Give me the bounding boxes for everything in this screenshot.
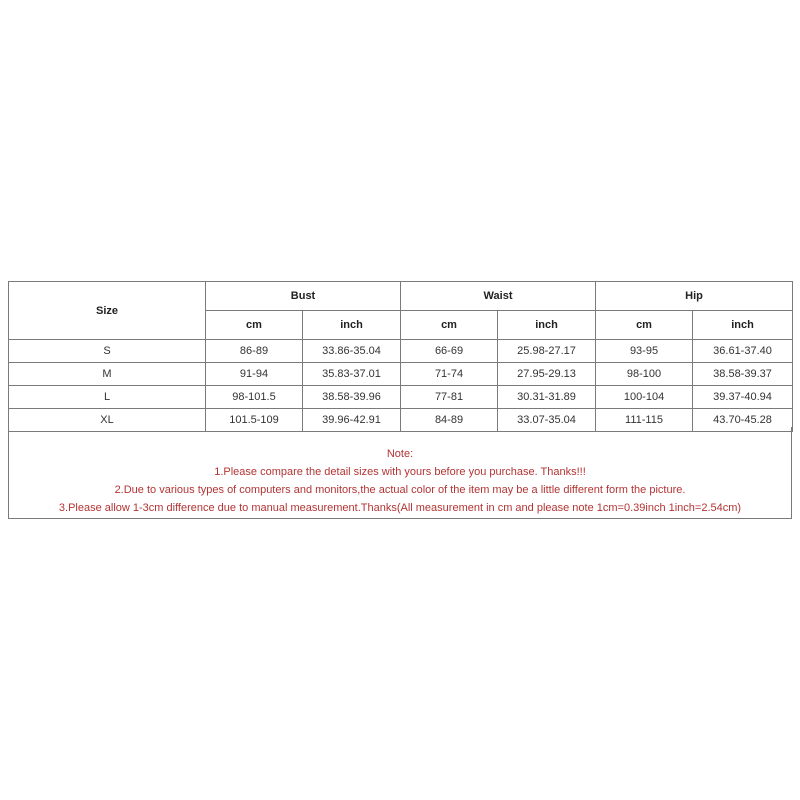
- note-line-1: 1.Please compare the detail sizes with yours before you purchase. Thanks!!!: [214, 466, 586, 478]
- hip-inch-cell: 36.61-37.40: [693, 340, 793, 363]
- bust-cm-header: cm: [206, 311, 303, 340]
- hip-header: Hip: [596, 282, 793, 311]
- waist-cm-cell: 66-69: [401, 340, 498, 363]
- hip-cm-cell: 100-104: [596, 386, 693, 409]
- size-cell: XL: [9, 409, 206, 432]
- bust-header: Bust: [206, 282, 401, 311]
- size-column-header: Size: [9, 282, 206, 340]
- note-line-3: 3.Please allow 1-3cm difference due to manual measurement.Thanks(All measurement in cm and please note 1cm=0.39inch 1inch=2.54cm): [58, 502, 742, 514]
- bust-cm-cell: 101.5-109: [206, 409, 303, 432]
- table-row: [9, 340, 793, 363]
- waist-inch-cell: 33.07-35.04: [498, 409, 596, 432]
- bust-cm-cell: 98-101.5: [206, 386, 303, 409]
- waist-inch-cell: 30.31-31.89: [498, 386, 596, 409]
- size-cell: L: [9, 386, 206, 409]
- size-chart: [8, 281, 792, 520]
- waist-cm-cell: 84-89: [401, 409, 498, 432]
- bust-inch-header: inch: [303, 311, 401, 340]
- size-cell: S: [9, 340, 206, 363]
- waist-cm-cell: 71-74: [401, 363, 498, 386]
- waist-header: Waist: [401, 282, 596, 311]
- hip-cm-cell: 93-95: [596, 340, 693, 363]
- note-line-2: 2.Due to various types of computers and monitors,the actual color of the item may be a little different form the picture.: [114, 484, 686, 496]
- bust-cm-cell: 86-89: [206, 340, 303, 363]
- table-row: [9, 386, 793, 409]
- size-table: [8, 281, 793, 432]
- table-row: [9, 363, 793, 386]
- bust-inch-cell: 35.83-37.01: [303, 363, 401, 386]
- hip-inch-cell: 39.37-40.94: [693, 386, 793, 409]
- hip-cm-cell: 98-100: [596, 363, 693, 386]
- notes-box: [8, 427, 792, 519]
- waist-cm-cell: 77-81: [401, 386, 498, 409]
- waist-inch-cell: 25.98-27.17: [498, 340, 596, 363]
- hip-inch-cell: 38.58-39.37: [693, 363, 793, 386]
- hip-cm-cell: 111-115: [596, 409, 693, 432]
- size-cell: M: [9, 363, 206, 386]
- hip-cm-header: cm: [596, 311, 693, 340]
- waist-inch-header: inch: [498, 311, 596, 340]
- bust-cm-cell: 91-94: [206, 363, 303, 386]
- group-header-row: [9, 282, 793, 311]
- waist-inch-cell: 27.95-29.13: [498, 363, 596, 386]
- bust-inch-cell: 39.96-42.91: [303, 409, 401, 432]
- bust-inch-cell: 38.58-39.96: [303, 386, 401, 409]
- hip-inch-header: inch: [693, 311, 793, 340]
- waist-cm-header: cm: [401, 311, 498, 340]
- notes-title: Note:: [386, 448, 414, 460]
- bust-inch-cell: 33.86-35.04: [303, 340, 401, 363]
- hip-inch-cell: 43.70-45.28: [693, 409, 793, 432]
